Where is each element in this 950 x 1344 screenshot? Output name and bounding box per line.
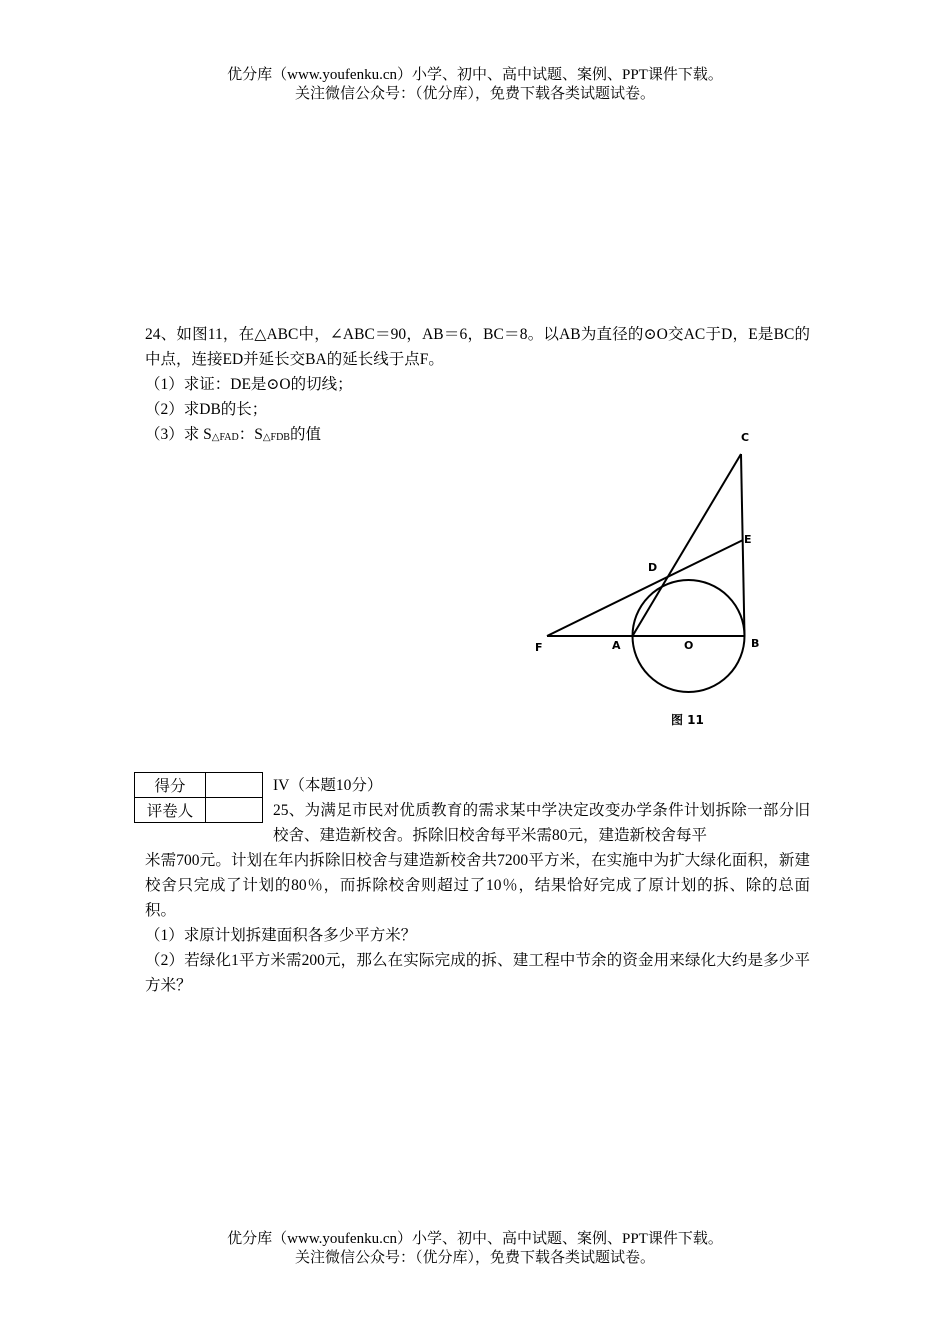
footer-line-1: 优分库（www.youfenku.cn）小学、初中、高中试题、案例、PPT课件下载。 [227, 1231, 723, 1247]
question-25-stem-rest: 米需700元。计划在年内拆除旧校舍与建造新校舍共7200平方米，在实施中为扩大绿化面积，新建校舍只完成了计划的80％，而拆除校舍则超过了10％，结果恰好完成了原计划的拆、除的总面积。 [145, 852, 810, 919]
label-o: O [684, 639, 694, 652]
score-blank [206, 773, 263, 798]
label-a: A [612, 639, 621, 652]
label-f: F [535, 641, 543, 654]
part-3-colon: ：S [238, 426, 263, 443]
part-3-subscript-2: △FDB [262, 432, 290, 443]
grader-label: 评卷人 [135, 798, 206, 823]
section-title: IV（本题10分） [273, 777, 383, 794]
page-footer [0, 1230, 950, 1268]
part-3-suffix: 的值 [289, 426, 321, 443]
label-c: C [741, 431, 750, 444]
question-24-stem: 24、如图11，在△ABC中，∠ABC＝90，AB＝6，BC＝8。以AB为直径的⊙O交AC于D，E是BC的中点，连接ED并延长交BA的延长线于点F。 [145, 326, 810, 368]
question-25-part-1: （1）求原计划拆建面积各多少平方米？ [145, 927, 417, 944]
score-label: 得分 [135, 773, 206, 798]
question-25-head [273, 773, 810, 848]
score-table [134, 772, 263, 823]
figure-caption: 图 11 [671, 713, 704, 727]
grader-blank [206, 798, 263, 823]
label-e: E [744, 533, 752, 546]
question-24-part-1: （1）求证：DE是⊙O的切线； [145, 376, 353, 393]
part-3-subscript-1: △FAD [211, 432, 239, 443]
question-24-part-2: （2）求DB的长； [145, 401, 268, 418]
segment-ac [633, 454, 742, 636]
page-header [0, 66, 950, 104]
question-25-body [145, 848, 810, 998]
question-25-part-2: （2）若绿化1平方米需200元，那么在实际完成的拆、建工程中节余的资金用来绿化大约是多少平方米？ [145, 952, 810, 994]
header-line-1: 优分库（www.youfenku.cn）小学、初中、高中试题、案例、PPT课件下载。 [227, 67, 723, 83]
segment-fe [547, 540, 743, 636]
footer-line-2: 关注微信公众号：（优分库），免费下载各类试题试卷。 [294, 1250, 655, 1266]
geometry-figure-11 [520, 420, 800, 740]
header-line-2: 关注微信公众号：（优分库），免费下载各类试题试卷。 [294, 86, 655, 102]
question-25-stem-start: 25、为满足市民对优质教育的需求某中学决定改变办学条件计划拆除一部分旧校舍、建造新校舍。拆除旧校舍每平米需80元，建造新校舍每平 [273, 802, 810, 844]
label-d: D [648, 561, 658, 574]
label-b: B [751, 637, 760, 650]
part-3-prefix: （3）求 S [145, 426, 212, 443]
